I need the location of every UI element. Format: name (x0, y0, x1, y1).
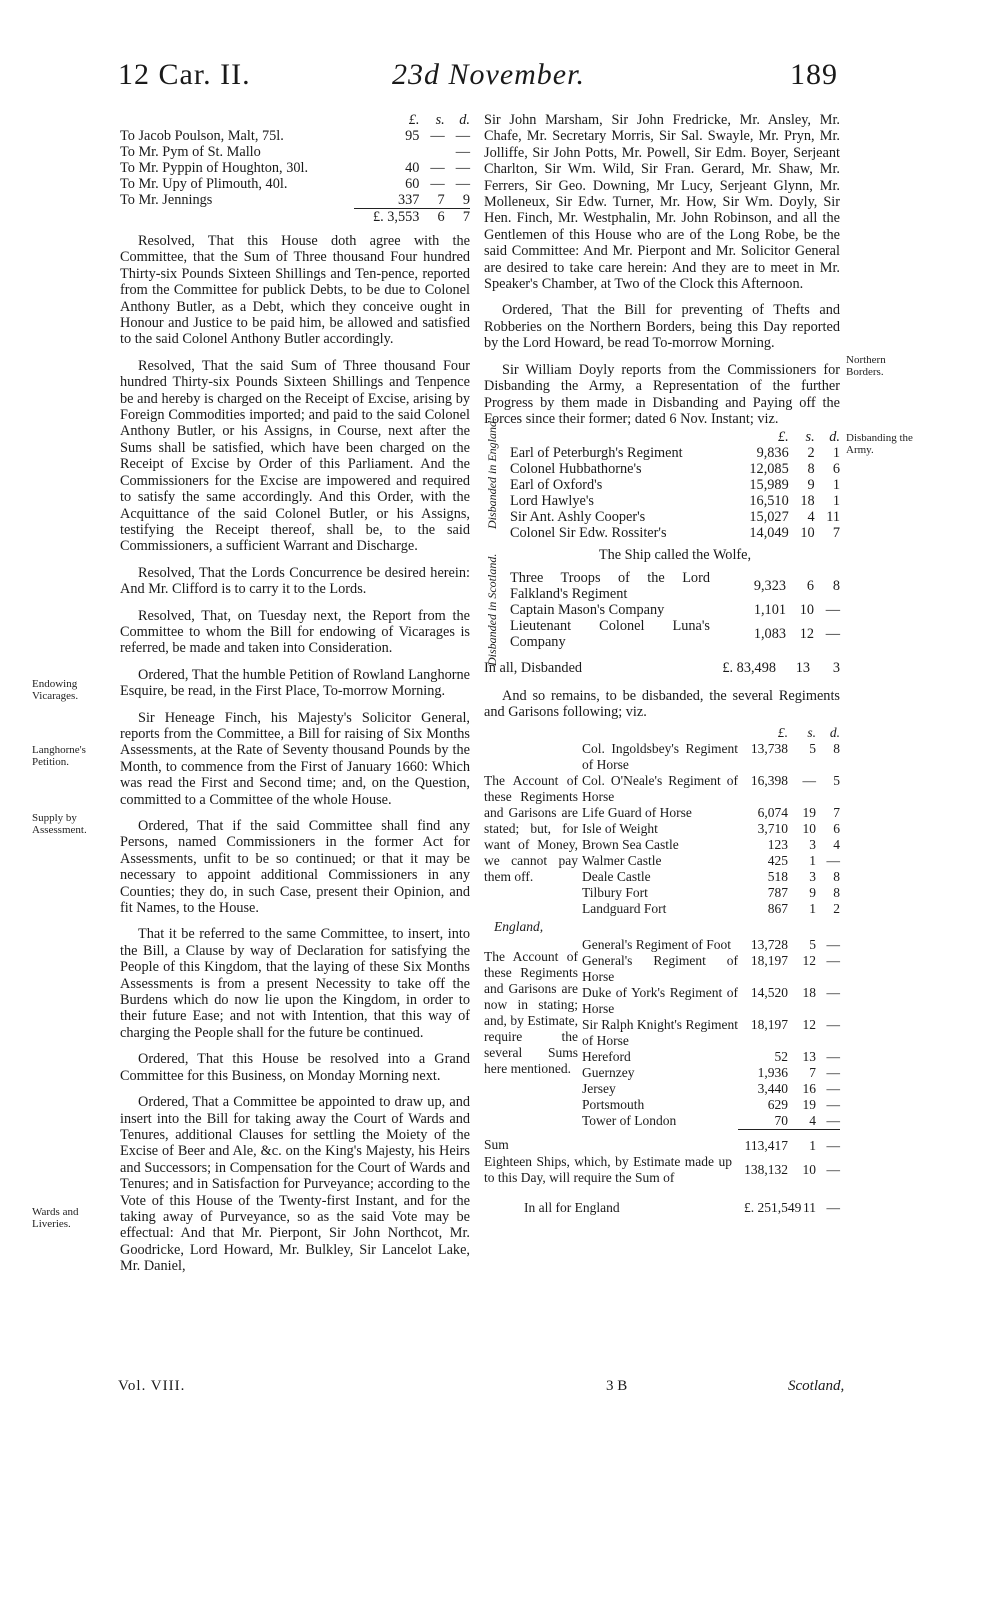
margin-note-supply: Supply by Assessment. (32, 812, 87, 836)
paragraph-wards-liveries: Ordered, That a Committee be appointed to draw up, and insert into the Bill for taking away the Court of Wards and Tenures, additional Clauses for settling the Moiety of the Excise of Beer and Ale, &c. on the King's Majesty, his Heirs and Successors; in Compensation for the Court of Wards and Tenures; and in Satisfaction for Purveyance; according to the Vote of this House of the Twenty-first Instant, and for the taking away of Purveyance, so as the said Vote may be effectual: And that Mr. Pierpont, Sir John Northcot, Mr. Goodricke, Lord Howard, Mr. Bulkley, Sir Lancelot Lake, Mr. Daniel, (120, 1094, 470, 1275)
running-head-date: 23d November. (392, 58, 585, 91)
table-row: To Mr. Pym of St. Mallo — (120, 144, 470, 160)
ships-row: Eighteen Ships, which, by Estimate made up to this Day, will require the Sum of 138,132 10 — (484, 1153, 840, 1185)
table-row: To Mr. Upy of Plimouth, 40l. 60 — — (120, 176, 470, 192)
paragraph-supply-assessment: Sir Heneage Finch, his Majesty's Solicitor General, reports from the Committee, a Bill for raising of Six Months Assessments, at the Rate of Seventy thousand Pounds by the Month, to commence from the First of January 1660: Which was read the First and Second time; and, on the Question, committed to a Committee of the whole House. (120, 709, 470, 808)
signature-mark: 3 B (606, 1378, 628, 1394)
table-row: The Account of these Regiments and Garisons are now in stating; and, by Estimate, require the several Sums here mentioned. General's Regiment of Foot 13,728 5 — (484, 937, 840, 953)
paragraph-langhorne-petition: Ordered, That the humble Petition of Rowland Langhorne Esquire, be read, in the First Place, To-morrow Morning. (120, 666, 470, 700)
pence-head: d. (459, 112, 470, 128)
account-stated-note: The Account of these Regiments and Garisons are stated; but, for want of Money, we cannot pay them off. (484, 772, 578, 884)
running-head-left: 12 Car. II. (118, 58, 251, 91)
table-header-row: £. s. d. (777, 724, 840, 740)
table-row: Hereford 52 13 — (582, 1048, 840, 1064)
table-row: Guernzey 1,936 7 — (582, 1064, 840, 1080)
table-row: Captain Mason's Company 1,101 10 — (510, 601, 840, 618)
table-row: General's Regiment of Horse 18,197 12 — (582, 952, 840, 984)
margin-note-endowing: Endowing Vicarages. (32, 678, 79, 702)
catchword: Scotland, (788, 1378, 845, 1394)
table-row: To Mr. Jennings 337 7 9 (120, 192, 470, 208)
paragraph-endowing-vicarages: Resolved, That, on Tuesday next, the Report from the Committee to whom the Bill for endowing of Vicarages is referred, be made and taken into Consideration. (120, 607, 470, 657)
disbanded-scotland-label: Disbanded in Scotland. (485, 553, 499, 666)
paragraph-remains: And so remains, to be disbanded, the several Regiments and Garisons following; viz. (484, 687, 840, 721)
table-header-row (120, 112, 470, 128)
left-column (120, 112, 470, 1275)
accounts-block (484, 725, 840, 1216)
england-label: England, (494, 918, 544, 934)
volume-footer: Vol. VIII. (118, 1378, 186, 1394)
sum-row: Sum 113,417 1 — (484, 1129, 840, 1154)
paragraph-committee-names: Sir John Marsham, Sir John Fredricke, Mr. Ansley, Mr. Chafe, Mr. Secretary Morris, Sir Sal. Swayle, Mr. Pryn, Mr. Jolliffe, Sir John Potts, Mr. Powell, Sir Edm. Boyer, Serjeant Charlton, Sir Wm. Wild, Sir Fran. Gerard, Mr. Shaw, Mr. Ferrers, Sir Geo. Downing, Mr Lucy, Serjeant Glynn, Mr. Molleneux, Sir Edw. Turner, Mr. How, Sir Wm. Doyly, Sir Hen. Finch, Mr. Westphalin, Mr. John Robinson, and all the Gentlemen of this House who are of the Long Robe, be the said Committee: And Mr. Pierpont and Mr. Solicitor General are desired to take care herein: And they are to meet in Mr. Speaker's Chamber, at Two of the Clock this Afternoon. (484, 112, 840, 293)
table-row: Sir Ant. Ashly Cooper's 15,027 4 11 (510, 509, 840, 526)
table-row: Portsmouth 629 19 — (582, 1096, 840, 1112)
remaining-forces-table (484, 725, 840, 1216)
table-row: Jersey 3,440 16 — (582, 1080, 840, 1096)
table-row: To Mr. Pyppin of Houghton, 30l. 40 — — (120, 160, 470, 176)
table-row: Tower of London 70 4 — (582, 1112, 840, 1128)
table-row: Landguard Fort 867 1 2 (582, 900, 840, 916)
margin-note-wards: Wards and Liveries. (32, 1206, 79, 1230)
table-row: To Jacob Poulson, Malt, 75l. 95 — — (120, 128, 470, 144)
disbanded-england-table (510, 429, 840, 541)
table-row: The Account of these Regiments and Garisons are stated; but, for want of Money, we cannot pay them off. Col. Ingoldsbey's Regiment of Horse 13,738 5 8 (484, 741, 840, 773)
paragraph-disbanding-report: Sir William Doyly reports from the Commissioners for Disbanding the Army, a Representation of the further Progress by them made in Disbanding and Paying off the Forces since their former; dated 6 Nov. Instant; viz. (484, 361, 840, 427)
disbanded-scotland-table (510, 570, 840, 650)
in-all-england-row: In all for England £. 251,549 11 — (524, 1199, 840, 1215)
in-all-disbanded-row: In all, Disbanded £. 83,498 13 3 (484, 659, 840, 676)
table-row: Colonel Sir Edw. Rossiter's 14,049 10 7 (510, 525, 840, 542)
table-row: Colonel Hubbathorne's 12,085 8 6 (510, 461, 840, 478)
table-row: Tilbury Fort 787 9 8 (582, 884, 840, 900)
paragraph: Resolved, That the said Sum of Three thousand Four hundred Thirty-six Pounds Sixteen Shillings and Tenpence be and hereby is charged on the Receipt of Excise, arising by Foreign Commodities imported; and paid to the said Colonel Anthony Butler, or his Assigns, in Course, next after the Sums shall be satisfied, which have been charged on the Receipt of Excise by Order of this Parliament. And the Commissioners for the Excise are impowered and required to satisfy the same accordingly. And this Order, with the Acquittance of the said Colonel Butler, or his Assigns, testifying the Receipt thereof, shall be, to the said Commissioners, a sufficient Warrant and Discharge. (120, 357, 470, 555)
disbanded-england-label: Disbanded in England. (485, 418, 499, 530)
paragraph-northern-borders: Ordered, That the Bill for preventing of Thefts and Robberies on the Northern Borders, being this Day reported by the Lord Howard, be read To-morrow Morning. (484, 302, 840, 352)
margin-note-langhorne: Langhorne's Petition. (32, 744, 86, 768)
table-row: Earl of Peterburgh's Regiment 9,836 2 1 (510, 445, 840, 462)
table-row: Isle of Weight 3,710 10 6 (582, 820, 840, 836)
paragraph: Resolved, That the Lords Concurrence be desired herein: And Mr. Clifford is to carry it to the Lords. (120, 564, 470, 598)
paragraph: Ordered, That if the said Committee shall find any Persons, named Commissioners in the former Act for Assessments, unfit to be so continued; or that it may be necessary to appoint additional Commissioners in any Counties; they do, in such Case, present their Opinion, and fit Names, to the House. (120, 818, 470, 917)
table-row: Sir Ralph Knight's Regiment of Horse 18,197 12 — (582, 1016, 840, 1048)
page-number: 189 (790, 58, 838, 91)
account-estimate-note: The Account of these Regiments and Garisons are now in stating; and, by Estimate, require the several Sums here mentioned. (484, 948, 578, 1076)
paragraph: That it be referred to the same Committee, to insert, into the Bill, a Clause by way of Declaration for satisfying the People of this Kingdom, that the laying of these Six Months Assessments is from a present Necessity to take off the Burdens which do now lie upon the Kingdom, in order to their future Ease; and not with Intention, that this way of charging the People shall for the future be continued. (120, 926, 470, 1041)
pounds-head: £. (408, 112, 420, 128)
table-header-row: £. s. d. (778, 429, 840, 446)
table-row: Lieutenant Colonel Luna's Company 1,083 12 — (510, 617, 840, 650)
ship-line: The Ship called the Wolfe, (598, 547, 752, 564)
paragraph: Resolved, That this House doth agree with the Committee, that the Sum of Three thousand Four hundred Thirty-six Pounds Sixteen Shillings and Ten-pence, reported from the Committee for publick Debts, to be due to Colonel Anthony Butler, as a Debt, which they conceive ought in Honour and Justice to be paid him, be allowed and satisfied to the said Colonel Anthony Butler accordingly. (120, 233, 470, 348)
table-row: Duke of York's Regiment of Horse 14,520 18 — (582, 984, 840, 1016)
table-row: Col. O'Neale's Regiment of Horse 16,398 — 5 (582, 772, 840, 804)
table-row: Life Guard of Horse 6,074 19 7 (582, 804, 840, 820)
margin-note-northern: Northern Borders. (846, 354, 886, 378)
table-row: Earl of Oxford's 15,989 9 1 (510, 477, 840, 494)
disbanded-england-block (484, 418, 840, 564)
payment-table (120, 112, 470, 225)
england-label-row (484, 917, 840, 937)
paragraph: Ordered, That this House be resolved into a Grand Committee for this Business, on Monday Morning next. (120, 1051, 470, 1084)
table-row: Three Troops of the Lord Falkland's Regiment 9,323 6 8 (510, 569, 840, 602)
table-row: Deale Castle 518 3 8 (582, 868, 840, 884)
table-row: Walmer Castle 425 1 — (582, 852, 840, 868)
total-row: £. 3,553 6 7 (120, 209, 470, 226)
table-row: Lord Hawlye's 16,510 18 1 (510, 493, 840, 510)
shillings-head: s. (435, 112, 445, 128)
margin-note-disbanding: Disbanding the Army. (846, 432, 913, 456)
table-row: Brown Sea Castle 123 3 4 (582, 836, 840, 852)
right-column (484, 112, 840, 1216)
